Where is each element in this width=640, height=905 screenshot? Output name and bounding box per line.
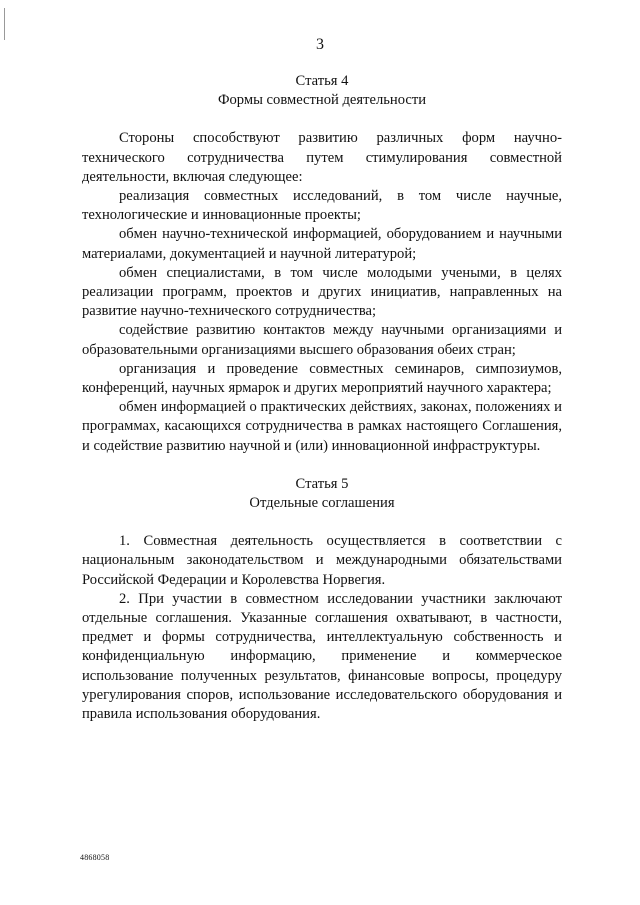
article-4-paragraph-6: организация и проведение совместных семинаров, симпозиумов, конференций, научных ярмарок и других мероприятий научного характера;: [82, 360, 562, 397]
article-4-paragraph-5: содействие развитию контактов между научными организациями и образовательными организациями высшего образования обеих стран;: [82, 322, 562, 358]
article-5-paragraph-1: 1. Совместная деятельность осуществляется в соответствии с национальным законодательством и международными обязательствами Российской Федерации и Королевства Норвегия.: [82, 533, 562, 588]
article-4-paragraph-1: Стороны способствуют развитию различных форм научно-технического сотрудничества путем стимулирования совместной деятельности, включая следующее:: [82, 130, 562, 185]
article-4-paragraph-4: обмен специалистами, в том числе молодыми учеными, в целях реализации программ, проектов и других инициатив, направленных на развитие научно-технического сотрудничества;: [82, 264, 562, 320]
section-spacer: [82, 456, 562, 475]
article-5-paragraph-2: 2. При участии в совместном исследовании участники заключают отдельные соглашения. Указанные соглашения охватывают, в частности, предмет и формы сотрудничества, интеллектуальную собственность и конфиденциальную информацию, применение и коммерческое использование полученных результатов, финансовые вопросы, процедуру урегулирования споров, использование исследовательского оборудования и правила использования оборудования.: [82, 590, 562, 723]
article-4-paragraph-3: обмен научно-технической информацией, оборудованием и научными материалами, документацией и научной литературой;: [82, 226, 562, 262]
article-5-number: Статья 5: [295, 475, 349, 492]
article-4-paragraph-2: реализация совместных исследований, в том числе научные, технологические и инновационные проекты;: [82, 188, 562, 224]
article-5-title: Отдельные соглашения: [249, 495, 395, 512]
article-4-title: Формы совместной деятельности: [217, 92, 427, 109]
article-4-paragraph-7: обмен информацией о практических действиях, законах, положениях и программах, касающихся сотрудничества в рамках настоящего Соглашения, и содействие развитию научной и (или) инновационной инфраструктуры.: [82, 399, 562, 454]
article-4-heading: [82, 72, 562, 110]
article-4-number: Статья 4: [295, 73, 349, 89]
document-code: 4868058: [80, 853, 110, 862]
page-number: 3: [316, 36, 324, 53]
article-5-heading: [82, 475, 562, 513]
document-body: [82, 72, 562, 724]
